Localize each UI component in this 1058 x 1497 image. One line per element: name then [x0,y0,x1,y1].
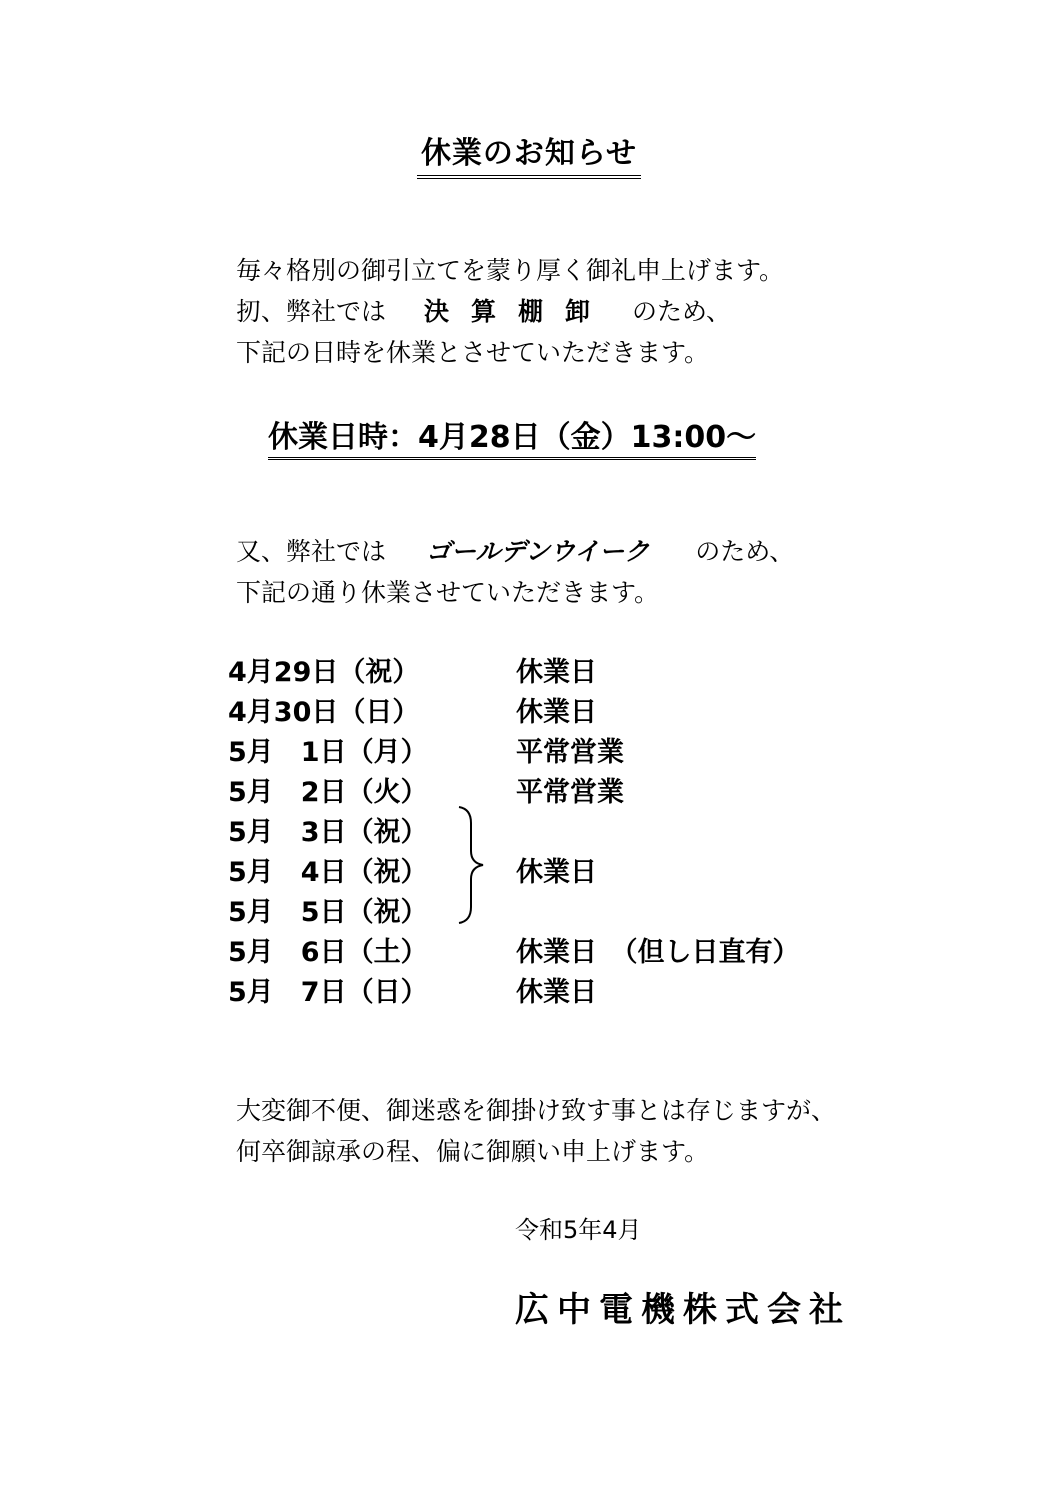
issue-date: 令和5年4月 [515,1216,642,1244]
schedule-date: 5月 1日（月） [228,737,428,768]
page-title: 休業のお知らせ [0,128,1058,179]
closing-line-1: 大変御不便、御迷惑を御掛け致す事とは存じますが、 [236,1096,837,1125]
closing-line-2: 何卒御諒承の程、偏に御願い申上げます。 [236,1137,710,1166]
schedule-date: 5月 7日（日） [228,977,428,1008]
gw-line-1-prefix: 又、弊社では [236,537,387,566]
gw-reason: ゴールデンウイーク [425,537,650,566]
schedule-status: 休業日 [516,657,597,688]
schedule-status: 平常営業 [516,777,624,808]
intro-line-2-prefix: 扨、弊社では [236,297,387,326]
schedule-status: 平常営業 [516,737,624,768]
schedule-date: 5月 6日（土） [228,937,428,968]
schedule-date: 4月29日（祝） [228,657,420,688]
intro-line-1: 毎々格別の御引立てを蒙り厚く御礼申上げます。 [236,256,785,285]
closure-datetime: 休業日時：4月28日（金）13:00～ [268,412,756,456]
brace-icon [455,805,495,925]
schedule-status: 休業日 [516,697,597,728]
gw-line-1 [236,531,794,572]
schedule-date: 5月 4日（祝） [228,857,428,888]
schedule-status: 休業日 （但し日直有） [516,937,800,968]
schedule-date: 4月30日（日） [228,697,420,728]
schedule-status: 休業日 [516,977,597,1008]
schedule-date: 5月 5日（祝） [228,897,428,928]
schedule-date: 5月 3日（祝） [228,817,428,848]
schedule-date: 5月 2日（火） [228,777,428,808]
company-name: 広中電機株式会社 [515,1290,851,1330]
schedule-status: 休業日 [516,857,597,888]
intro-line-2 [236,291,731,332]
intro-reason: 決算棚卸 [423,297,612,326]
intro-line-2-suffix: のため、 [631,297,731,326]
gw-line-1-suffix: のため、 [695,537,795,566]
intro-line-3: 下記の日時を休業とさせていただきます。 [236,338,710,367]
gw-line-2: 下記の通り休業させていただきます。 [236,578,660,607]
